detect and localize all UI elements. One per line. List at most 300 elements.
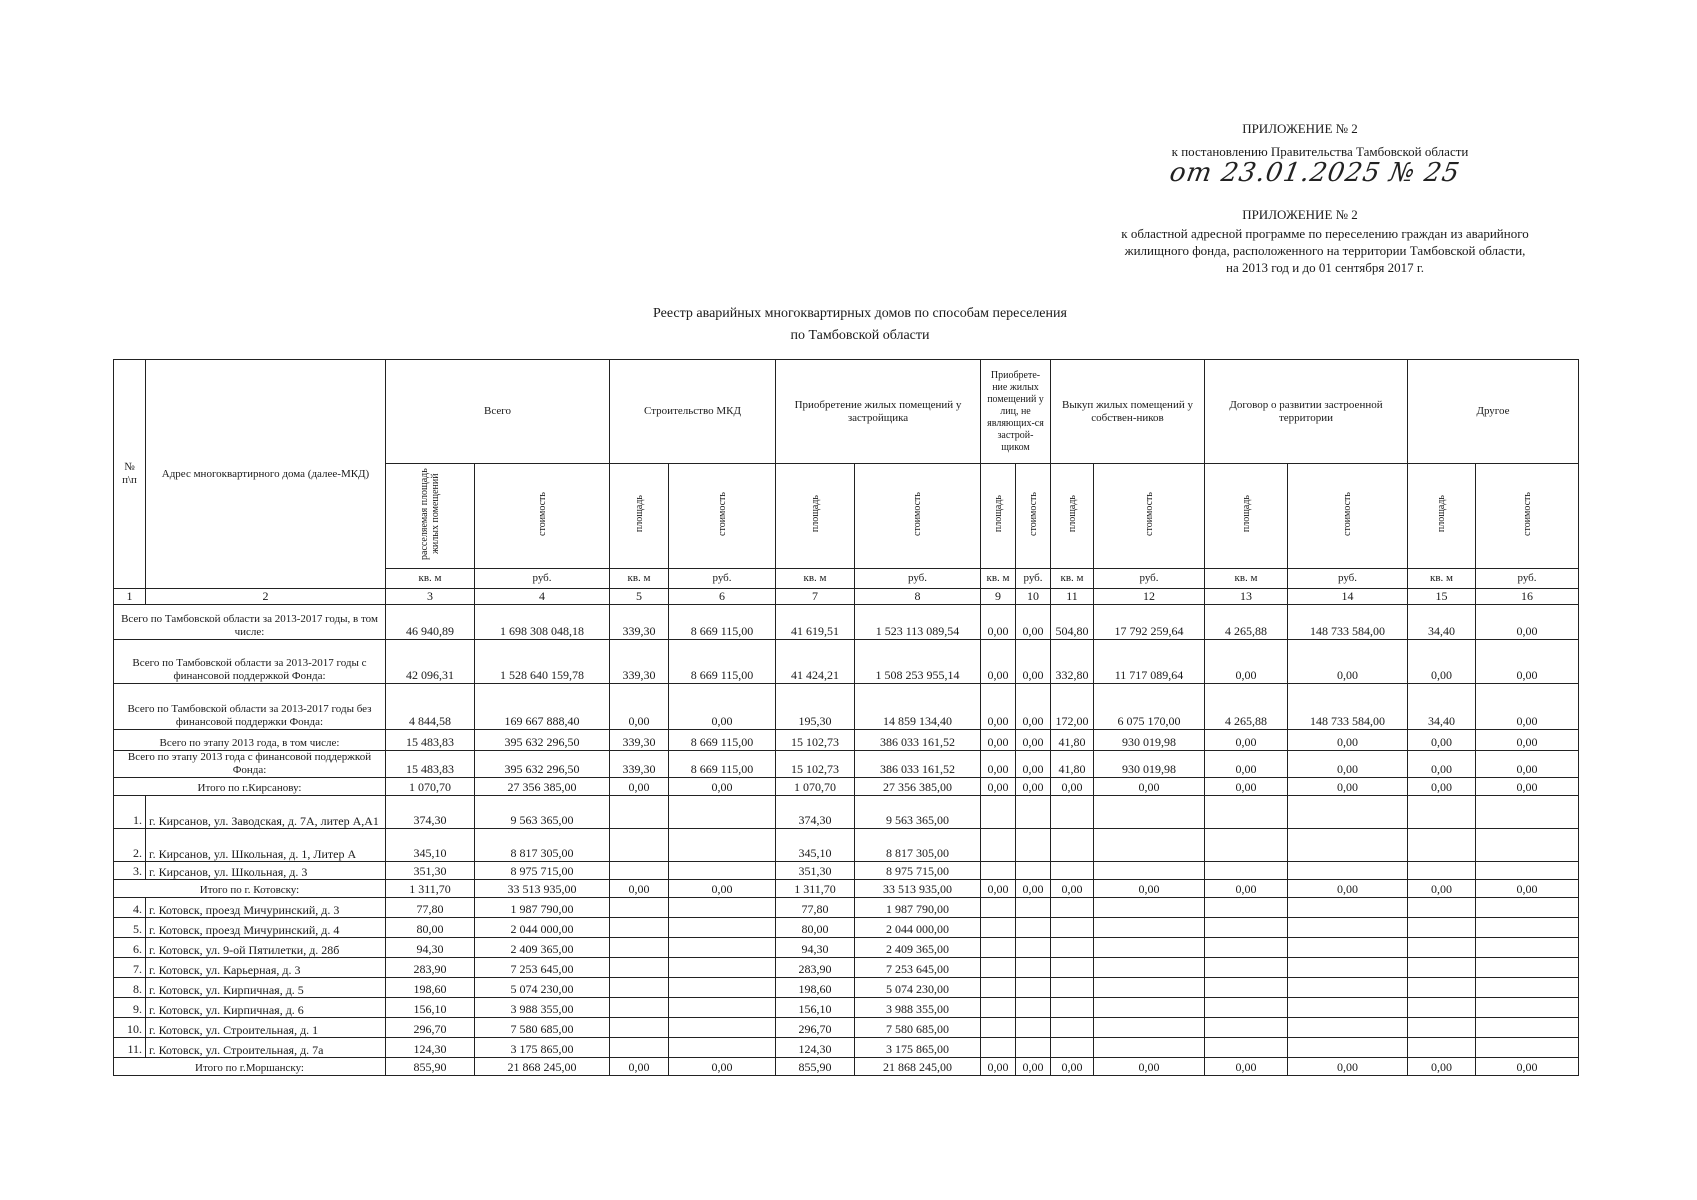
summary-value: 8 669 115,00 (669, 730, 776, 751)
summary-value: 0,00 (669, 1058, 776, 1076)
empty-cell (1094, 1038, 1205, 1058)
subheader-area: площадь (1066, 495, 1078, 533)
empty-cell (1016, 938, 1051, 958)
empty-cell (1476, 862, 1579, 880)
appendix-title-1: ПРИЛОЖЕНИЕ № 2 (1242, 121, 1358, 136)
summary-value: 0,00 (1288, 730, 1408, 751)
unit-sqm: кв. м (386, 569, 475, 589)
summary-label: Итого по г.Кирсанову: (114, 778, 386, 796)
summary-value: 4 265,88 (1205, 605, 1288, 640)
empty-cell (1205, 1038, 1288, 1058)
developer-cost: 8 817 305,00 (855, 829, 981, 862)
house-area: 345,10 (386, 829, 475, 862)
summary-value: 386 033 161,52 (855, 751, 981, 778)
summary-value: 930 019,98 (1094, 730, 1205, 751)
construction-cost (669, 938, 776, 958)
summary-value: 0,00 (1016, 1058, 1051, 1076)
empty-cell (1094, 978, 1205, 998)
empty-cell (1476, 829, 1579, 862)
empty-cell (981, 938, 1016, 958)
summary-value: 41 424,21 (776, 640, 855, 684)
empty-cell (1476, 898, 1579, 918)
row-number: 8. (114, 978, 146, 998)
summary-value: 0,00 (1094, 1058, 1205, 1076)
empty-cell (1094, 938, 1205, 958)
construction-area (610, 978, 669, 998)
table-row (114, 1038, 1579, 1058)
summary-label: Всего по этапу 2013 года, в том числе: (114, 730, 386, 751)
summary-value: 14 859 134,40 (855, 684, 981, 730)
empty-cell (1205, 898, 1288, 918)
empty-cell (1288, 862, 1408, 880)
empty-cell (1016, 958, 1051, 978)
empty-cell (1094, 1018, 1205, 1038)
summary-value: 0,00 (669, 684, 776, 730)
unit-rub: руб. (1016, 569, 1051, 589)
empty-cell (1205, 1018, 1288, 1038)
empty-cell (1288, 898, 1408, 918)
empty-cell (1476, 796, 1579, 829)
summary-value: 4 844,58 (386, 684, 475, 730)
summary-value: 15 483,83 (386, 751, 475, 778)
summary-value: 0,00 (1205, 1058, 1288, 1076)
empty-cell (1051, 918, 1094, 938)
empty-cell (1016, 998, 1051, 1018)
empty-cell (1205, 918, 1288, 938)
row-number: 10. (114, 1018, 146, 1038)
subheader-cost: стоимость (912, 492, 923, 536)
unit-rub: руб. (1094, 569, 1205, 589)
empty-cell (1288, 1018, 1408, 1038)
house-address: г. Котовск, ул. Строительная, д. 7а (146, 1038, 386, 1058)
column-number: 11 (1051, 589, 1094, 605)
summary-value: 172,00 (1051, 684, 1094, 730)
house-cost: 8 817 305,00 (475, 829, 610, 862)
unit-rub: руб. (855, 569, 981, 589)
summary-value: 0,00 (981, 640, 1016, 684)
summary-value: 0,00 (1094, 778, 1205, 796)
empty-cell (981, 796, 1016, 829)
table-row (114, 796, 1579, 829)
summary-value: 339,30 (610, 640, 669, 684)
empty-cell (981, 958, 1016, 978)
header-buyout: Выкуп жилых помещений у собствен-ников (1051, 360, 1205, 464)
developer-area: 156,10 (776, 998, 855, 1018)
table-row (114, 829, 1579, 862)
empty-cell (1205, 862, 1288, 880)
summary-value: 1 508 253 955,14 (855, 640, 981, 684)
empty-cell (1051, 898, 1094, 918)
developer-area: 94,30 (776, 938, 855, 958)
developer-area: 351,30 (776, 862, 855, 880)
unit-rub: руб. (669, 569, 776, 589)
summary-value: 42 096,31 (386, 640, 475, 684)
house-cost: 8 975 715,00 (475, 862, 610, 880)
empty-cell (1016, 1038, 1051, 1058)
construction-area (610, 998, 669, 1018)
developer-area: 77,80 (776, 898, 855, 918)
appendix-program-line-2: жилищного фонда, расположенного на территории Тамбовской области, (1124, 243, 1526, 258)
empty-cell (981, 978, 1016, 998)
summary-value: 0,00 (1476, 880, 1579, 898)
subheader-area: площадь (809, 495, 821, 533)
empty-cell (1051, 796, 1094, 829)
empty-cell (1288, 829, 1408, 862)
empty-cell (1016, 918, 1051, 938)
summary-row (114, 640, 1579, 684)
column-number: 1 (114, 589, 146, 605)
row-number: 6. (114, 938, 146, 958)
register-table (113, 359, 1579, 1076)
summary-value: 15 102,73 (776, 751, 855, 778)
summary-value: 339,30 (610, 605, 669, 640)
column-number: 14 (1288, 589, 1408, 605)
summary-row (114, 751, 1579, 778)
summary-value: 1 311,70 (776, 880, 855, 898)
empty-cell (1051, 1038, 1094, 1058)
summary-value: 0,00 (981, 751, 1016, 778)
developer-area: 345,10 (776, 829, 855, 862)
summary-row (114, 730, 1579, 751)
summary-value: 0,00 (1205, 730, 1288, 751)
summary-value: 0,00 (1205, 880, 1288, 898)
summary-value: 0,00 (1094, 880, 1205, 898)
column-number: 6 (669, 589, 776, 605)
empty-cell (1051, 958, 1094, 978)
developer-cost: 3 175 865,00 (855, 1038, 981, 1058)
summary-value: 15 102,73 (776, 730, 855, 751)
header-purchase-non-developer: Приобрете-ние жилых помещений у лиц, не являющих-ся застрой-щиком (981, 360, 1051, 464)
empty-cell (1288, 918, 1408, 938)
table-row (114, 938, 1579, 958)
empty-cell (1051, 829, 1094, 862)
table-row (114, 862, 1579, 880)
column-number: 13 (1205, 589, 1288, 605)
summary-value: 395 632 296,50 (475, 751, 610, 778)
header-total: Всего (386, 360, 610, 464)
empty-cell (981, 998, 1016, 1018)
table-row (114, 898, 1579, 918)
house-cost: 5 074 230,00 (475, 978, 610, 998)
summary-value: 1 528 640 159,78 (475, 640, 610, 684)
empty-cell (1094, 918, 1205, 938)
empty-cell (1288, 1038, 1408, 1058)
appendix-title-2: ПРИЛОЖЕНИЕ № 2 (1242, 207, 1358, 222)
summary-value: 195,30 (776, 684, 855, 730)
unit-sqm: кв. м (1051, 569, 1094, 589)
summary-value: 41,80 (1051, 730, 1094, 751)
summary-value: 0,00 (610, 1058, 669, 1076)
house-cost: 3 175 865,00 (475, 1038, 610, 1058)
developer-cost: 9 563 365,00 (855, 796, 981, 829)
row-number: 2. (114, 829, 146, 862)
house-cost: 1 987 790,00 (475, 898, 610, 918)
empty-cell (1288, 978, 1408, 998)
summary-value: 0,00 (1205, 751, 1288, 778)
summary-value: 148 733 584,00 (1288, 605, 1408, 640)
house-area: 80,00 (386, 918, 475, 938)
table-row (114, 978, 1579, 998)
column-number: 4 (475, 589, 610, 605)
house-cost: 7 253 645,00 (475, 958, 610, 978)
unit-sqm: кв. м (776, 569, 855, 589)
construction-cost (669, 862, 776, 880)
construction-cost (669, 998, 776, 1018)
empty-cell (1408, 1038, 1476, 1058)
summary-label: Всего по Тамбовской области за 2013-2017 годы, в том числе: (114, 605, 386, 640)
summary-value: 1 698 308 048,18 (475, 605, 610, 640)
header-row-groups (114, 360, 1579, 464)
summary-value: 0,00 (1016, 640, 1051, 684)
empty-cell (1408, 918, 1476, 938)
subtotal-row-kotovsk (114, 880, 1579, 898)
document-title-line-2: по Тамбовской области (790, 328, 930, 343)
empty-cell (1476, 938, 1579, 958)
summary-value: 386 033 161,52 (855, 730, 981, 751)
empty-cell (1476, 958, 1579, 978)
summary-value: 0,00 (981, 1058, 1016, 1076)
empty-cell (1016, 978, 1051, 998)
summary-value: 0,00 (1408, 880, 1476, 898)
summary-value: 0,00 (1288, 880, 1408, 898)
developer-cost: 7 253 645,00 (855, 958, 981, 978)
summary-value: 1 523 113 089,54 (855, 605, 981, 640)
empty-cell (1051, 978, 1094, 998)
header-purchase-developer: Приобретение жилых помещений у застройщика (776, 360, 981, 464)
subheader-area: площадь (1240, 495, 1252, 533)
empty-cell (1408, 998, 1476, 1018)
appendix-decree-line: к постановлению Правительства Тамбовской области (1171, 144, 1469, 159)
summary-value: 34,40 (1408, 684, 1476, 730)
empty-cell (1094, 958, 1205, 978)
summary-value: 27 356 385,00 (475, 778, 610, 796)
developer-cost: 3 988 355,00 (855, 998, 981, 1018)
summary-value: 0,00 (1051, 1058, 1094, 1076)
house-address: г. Котовск, ул. Карьерная, д. 3 (146, 958, 386, 978)
house-area: 351,30 (386, 862, 475, 880)
summary-value: 0,00 (1016, 684, 1051, 730)
summary-value: 0,00 (1408, 751, 1476, 778)
column-number: 10 (1016, 589, 1051, 605)
house-cost: 3 988 355,00 (475, 998, 610, 1018)
construction-area (610, 796, 669, 829)
unit-rub: руб. (1288, 569, 1408, 589)
empty-cell (1408, 1018, 1476, 1038)
developer-area: 374,30 (776, 796, 855, 829)
column-number: 16 (1476, 589, 1579, 605)
header-other: Другое (1408, 360, 1579, 464)
empty-cell (1476, 978, 1579, 998)
row-number: 7. (114, 958, 146, 978)
empty-cell (1016, 898, 1051, 918)
empty-cell (1016, 862, 1051, 880)
empty-cell (1408, 958, 1476, 978)
column-number: 8 (855, 589, 981, 605)
summary-value: 0,00 (981, 778, 1016, 796)
subheader-cost: стоимость (536, 492, 548, 536)
summary-value: 17 792 259,64 (1094, 605, 1205, 640)
house-address: г. Кирсанов, ул. Школьная, д. 3 (146, 862, 386, 880)
house-address: г. Котовск, ул. Кирпичная, д. 6 (146, 998, 386, 1018)
construction-area (610, 1018, 669, 1038)
summary-row (114, 605, 1579, 640)
summary-value: 0,00 (981, 730, 1016, 751)
empty-cell (1476, 1018, 1579, 1038)
summary-value: 41,80 (1051, 751, 1094, 778)
empty-cell (981, 829, 1016, 862)
empty-cell (1476, 998, 1579, 1018)
appendix-program-line-3: на 2013 год и до 01 сентября 2017 г. (1226, 260, 1424, 275)
developer-area: 124,30 (776, 1038, 855, 1058)
summary-value: 8 669 115,00 (669, 640, 776, 684)
summary-value: 0,00 (1476, 1058, 1579, 1076)
summary-value: 0,00 (1476, 730, 1579, 751)
summary-value: 0,00 (1408, 730, 1476, 751)
empty-cell (1016, 1018, 1051, 1038)
house-area: 94,30 (386, 938, 475, 958)
column-number: 2 (146, 589, 386, 605)
unit-sqm: кв. м (610, 569, 669, 589)
empty-cell (1476, 1038, 1579, 1058)
summary-value: 855,90 (386, 1058, 475, 1076)
construction-cost (669, 898, 776, 918)
empty-cell (1205, 998, 1288, 1018)
summary-label: Итого по г.Моршанску: (114, 1058, 386, 1076)
house-area: 296,70 (386, 1018, 475, 1038)
unit-rub: руб. (475, 569, 610, 589)
construction-area (610, 862, 669, 880)
header-address: Адрес многоквартирного дома (далее-МКД) (146, 360, 386, 589)
construction-cost (669, 796, 776, 829)
empty-cell (981, 862, 1016, 880)
unit-rub: руб. (1476, 569, 1579, 589)
empty-cell (1205, 829, 1288, 862)
summary-row (114, 684, 1579, 730)
subheader-area: площадь (1436, 495, 1447, 533)
summary-label: Всего по Тамбовской области за 2013-2017 годы без финансовой поддержки Фонда: (114, 684, 386, 730)
summary-value: 0,00 (1016, 880, 1051, 898)
summary-value: 33 513 935,00 (475, 880, 610, 898)
summary-value: 1 311,70 (386, 880, 475, 898)
unit-sqm: кв. м (981, 569, 1016, 589)
empty-cell (1205, 796, 1288, 829)
subheader-cost: стоимость (716, 492, 728, 536)
empty-cell (1408, 898, 1476, 918)
column-number: 9 (981, 589, 1016, 605)
summary-value: 0,00 (1476, 640, 1579, 684)
subheader-cost: стоимость (1027, 492, 1039, 536)
summary-value: 169 667 888,40 (475, 684, 610, 730)
summary-value: 0,00 (1288, 1058, 1408, 1076)
table-row (114, 998, 1579, 1018)
table-row (114, 958, 1579, 978)
summary-value: 33 513 935,00 (855, 880, 981, 898)
row-number: 1. (114, 796, 146, 829)
summary-value: 339,30 (610, 730, 669, 751)
unit-sqm: кв. м (1408, 569, 1476, 589)
subtotal-row-morshansk (114, 1058, 1579, 1076)
house-area: 198,60 (386, 978, 475, 998)
summary-value: 0,00 (1016, 730, 1051, 751)
developer-area: 283,90 (776, 958, 855, 978)
summary-value: 504,80 (1051, 605, 1094, 640)
developer-area: 296,70 (776, 1018, 855, 1038)
summary-value: 0,00 (1051, 778, 1094, 796)
house-address: г. Кирсанов, ул. Школьная, д. 1, Литер А (146, 829, 386, 862)
summary-value: 8 669 115,00 (669, 605, 776, 640)
header-row-column-numbers (114, 589, 1579, 605)
summary-value: 0,00 (669, 778, 776, 796)
header-num: № п\п (114, 360, 146, 589)
summary-value: 15 483,83 (386, 730, 475, 751)
column-number: 12 (1094, 589, 1205, 605)
house-area: 77,80 (386, 898, 475, 918)
column-number: 3 (386, 589, 475, 605)
subheader-cost: стоимость (1521, 492, 1533, 536)
developer-cost: 7 580 685,00 (855, 1018, 981, 1038)
summary-value: 1 070,70 (776, 778, 855, 796)
summary-value: 21 868 245,00 (475, 1058, 610, 1076)
summary-value: 855,90 (776, 1058, 855, 1076)
summary-value: 8 669 115,00 (669, 751, 776, 778)
summary-value: 339,30 (610, 751, 669, 778)
summary-value: 21 868 245,00 (855, 1058, 981, 1076)
construction-area (610, 898, 669, 918)
house-address: г. Котовск, проезд Мичуринский, д. 3 (146, 898, 386, 918)
summary-value: 148 733 584,00 (1288, 684, 1408, 730)
empty-cell (1408, 978, 1476, 998)
table-row (114, 1018, 1579, 1038)
summary-value: 0,00 (1051, 880, 1094, 898)
empty-cell (1016, 796, 1051, 829)
house-area: 124,30 (386, 1038, 475, 1058)
summary-value: 0,00 (610, 880, 669, 898)
summary-value: 0,00 (610, 778, 669, 796)
developer-cost: 8 975 715,00 (855, 862, 981, 880)
empty-cell (1408, 938, 1476, 958)
house-cost: 7 580 685,00 (475, 1018, 610, 1038)
developer-cost: 1 987 790,00 (855, 898, 981, 918)
row-number: 11. (114, 1038, 146, 1058)
empty-cell (1408, 796, 1476, 829)
empty-cell (1094, 796, 1205, 829)
empty-cell (1288, 938, 1408, 958)
empty-cell (1288, 958, 1408, 978)
summary-value: 6 075 170,00 (1094, 684, 1205, 730)
house-cost: 2 409 365,00 (475, 938, 610, 958)
empty-cell (1408, 829, 1476, 862)
construction-cost (669, 829, 776, 862)
summary-label: Всего по этапу 2013 года с финансовой поддержкой Фонда: (114, 751, 386, 778)
column-number: 15 (1408, 589, 1476, 605)
construction-area (610, 829, 669, 862)
summary-label: Итого по г. Котовску: (114, 880, 386, 898)
house-cost: 9 563 365,00 (475, 796, 610, 829)
summary-label: Всего по Тамбовской области за 2013-2017 годы с финансовой поддержкой Фонда: (114, 640, 386, 684)
empty-cell (1094, 898, 1205, 918)
unit-sqm: кв. м (1205, 569, 1288, 589)
subheader-area: площадь (633, 495, 645, 533)
empty-cell (1288, 998, 1408, 1018)
summary-row (114, 778, 1579, 796)
summary-value: 0,00 (1016, 778, 1051, 796)
row-number: 4. (114, 898, 146, 918)
empty-cell (981, 898, 1016, 918)
handwritten-date-number: от 23.01.2025 № 25 (1167, 158, 1463, 188)
summary-value: 0,00 (1476, 751, 1579, 778)
developer-area: 80,00 (776, 918, 855, 938)
house-address: г. Котовск, ул. Кирпичная, д. 5 (146, 978, 386, 998)
